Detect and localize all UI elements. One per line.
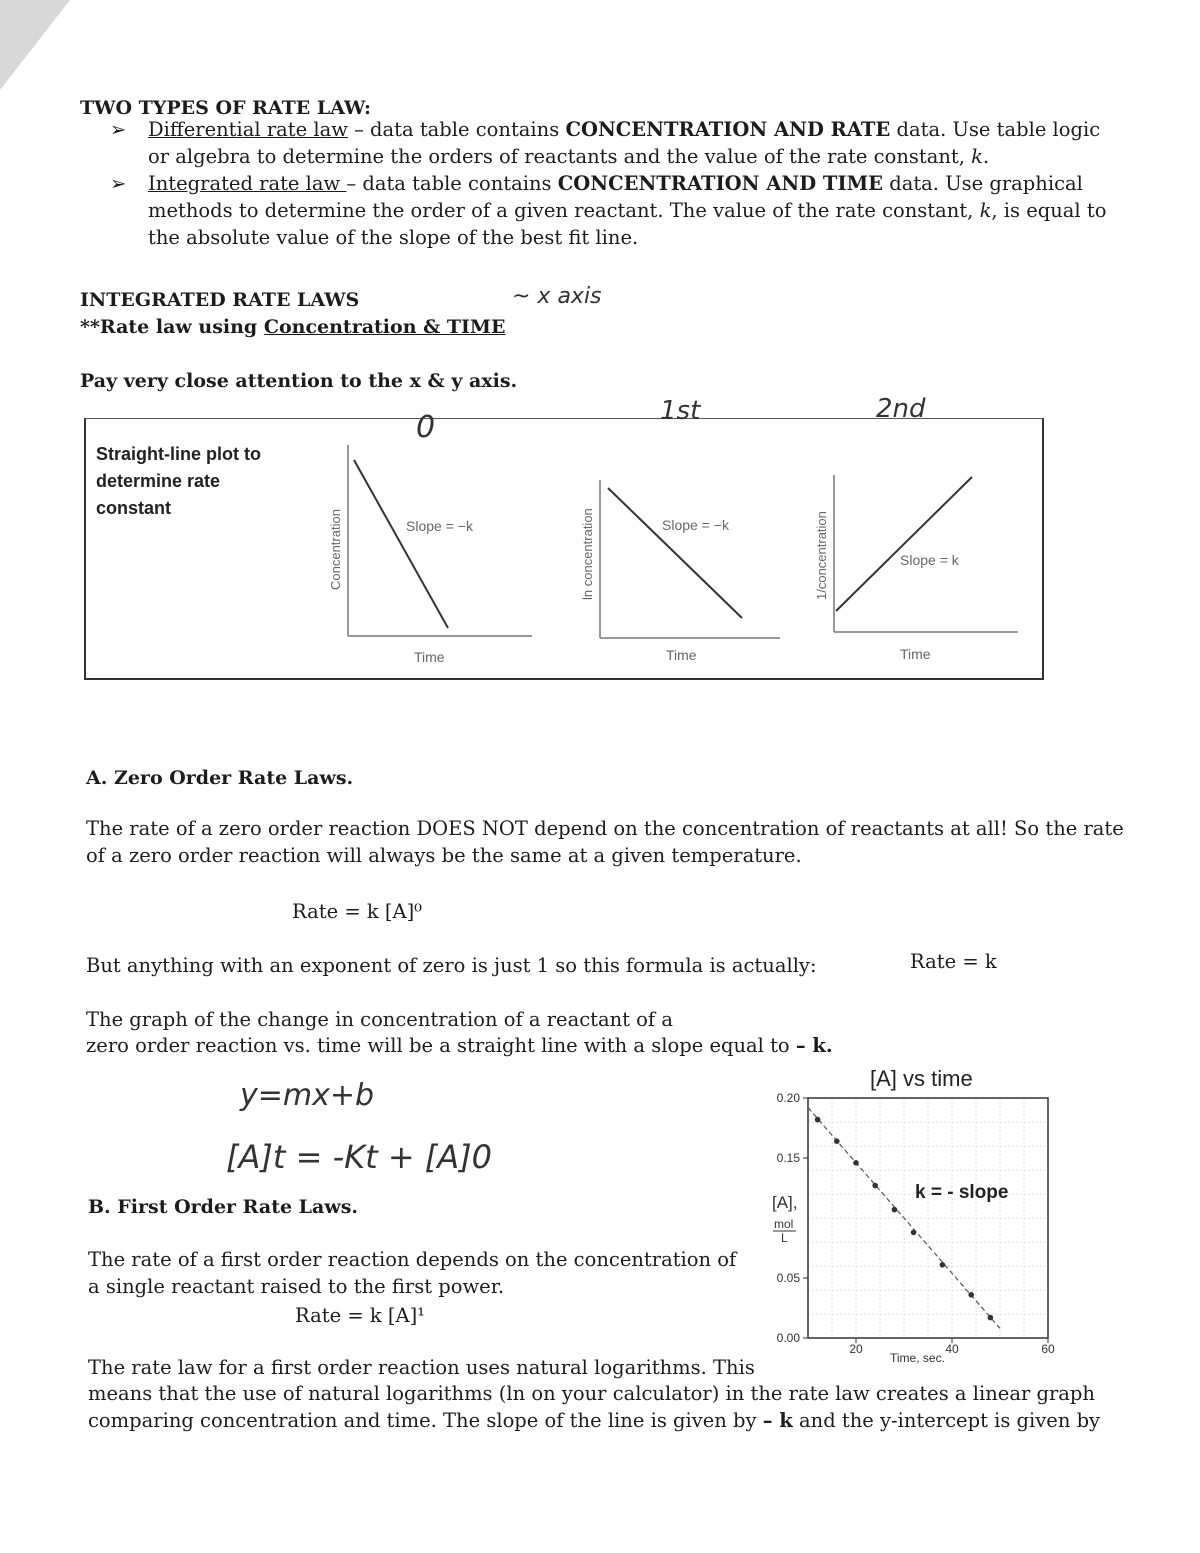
a-vs-time-chart <box>760 1060 1060 1372</box>
plot-zero-order <box>320 440 540 670</box>
data-point <box>872 1183 878 1189</box>
section-b-para2-rest <box>88 1380 1108 1434</box>
k-symbol: k <box>979 199 992 222</box>
data-point <box>968 1292 974 1298</box>
section-a-para2: But anything with an exponent of zero is just 1 so this formula is actually: <box>86 954 817 977</box>
slope-neg-k: – k. <box>795 1034 833 1057</box>
y-tick-label: 0.20 <box>776 1091 800 1105</box>
data-point <box>940 1262 946 1268</box>
y-tick-label: 0.15 <box>776 1151 800 1165</box>
section-a-para3-line2 <box>86 1032 833 1059</box>
section-a-para1: The rate of a zero order reaction DOES NOT depend on the concentration of reactants at all! So the rate of a zero order reaction will always be the same at a given temperature. <box>86 817 1124 867</box>
data-point <box>988 1315 994 1321</box>
y-tick-label: 0.00 <box>776 1331 800 1345</box>
x-tick-label: 60 <box>1041 1342 1055 1356</box>
first-order-rate-equation: Rate = k [A]¹ <box>295 1304 425 1327</box>
slope-label: Slope = −k <box>662 517 729 533</box>
term-integrated: Integrated rate law <box>148 172 347 195</box>
section-b-title: B. First Order Rate Laws. <box>88 1196 359 1218</box>
data-point <box>892 1207 898 1213</box>
x-axis-label: Time <box>666 647 697 663</box>
plot-second-order <box>806 440 1026 670</box>
bullet-arrow-icon: ➢ <box>110 118 127 141</box>
y-axis-label: Concentration <box>328 509 343 590</box>
x-tick-label: 40 <box>945 1342 959 1356</box>
bullet-text: data. Use graphical methods to determine the order of a given reactant. The value of the rate constant, <box>148 172 1083 222</box>
y-axis-label: ln concentration <box>580 508 595 600</box>
bullet-text: , is equal to the absolute value of the slope of the best fit line. <box>148 199 1107 249</box>
handwritten-order-1: 1st <box>660 396 701 426</box>
slope-label: Slope = −k <box>406 518 473 534</box>
trend-line <box>608 488 742 618</box>
plot-first-order <box>570 440 790 670</box>
subtitle-underlined: Concentration & TIME <box>263 316 506 338</box>
x-tick-label: 20 <box>849 1342 863 1356</box>
section-title-integrated: INTEGRATED RATE LAWS <box>80 289 360 311</box>
handwritten-order-2: 2nd <box>876 394 926 424</box>
para-text: zero order reaction vs. time will be a straight line with a slope equal to <box>86 1034 796 1057</box>
section-title-rate-law-types: TWO TYPES OF RATE LAW: <box>80 97 372 119</box>
handwritten-x-axis-note: ~ x axis <box>512 284 602 309</box>
y-tick-label: 0.05 <box>776 1271 800 1285</box>
bullet-differential <box>110 116 1110 170</box>
chart-grid <box>808 1098 1048 1338</box>
section-a-para3-line1: The graph of the change in concentration of a reactant of a <box>86 1008 673 1031</box>
handwritten-order-0: 0 <box>416 410 436 445</box>
trend-line <box>836 477 972 611</box>
bullet-text: – data table contains <box>346 172 558 195</box>
chart-annotation-k: k = - slope <box>915 1182 1009 1203</box>
bullet-text: data. Use table logic or algebra to determine the orders of reactants and the value of the rate constant, <box>148 118 1101 168</box>
x-axis-label: Time <box>414 649 445 665</box>
section-b-para2-line1: The rate law for a first order reaction uses natural logarithms. This <box>88 1356 755 1379</box>
integrated-subtitle <box>80 316 505 338</box>
y-axis-label: 1/concentration <box>814 511 829 600</box>
chart-title: [A] vs time <box>870 1066 973 1091</box>
bullet-text: . <box>982 145 990 168</box>
rate-equals-k: Rate = k <box>910 950 997 973</box>
k-symbol: k <box>971 145 983 168</box>
data-point <box>853 1160 859 1166</box>
bullet-integrated <box>110 170 1110 251</box>
section-b-para1: The rate of a first order reaction depends on the concentration of a single reactant raised to the first power. <box>88 1248 737 1298</box>
chart-ticks <box>777 1091 1055 1356</box>
attention-note: Pay very close attention to the x & y axis. <box>80 370 518 392</box>
slope-neg-k: – k <box>762 1409 793 1432</box>
data-point <box>815 1117 821 1123</box>
slope-label: Slope = k <box>900 552 959 568</box>
bullet-bold: CONCENTRATION AND TIME <box>557 172 884 195</box>
chart-x-label: Time, sec. <box>890 1351 945 1365</box>
zero-order-rate-equation: Rate = k [A]⁰ <box>292 900 422 923</box>
section-a-title: A. Zero Order Rate Laws. <box>86 767 354 789</box>
term-differential: Differential rate law <box>148 118 348 141</box>
bullet-bold: CONCENTRATION AND RATE <box>565 118 891 141</box>
plot-box-label: Straight-line plot to determine rate constant <box>96 444 261 518</box>
data-point <box>834 1138 840 1144</box>
para-text: and the y-intercept is given by <box>792 1409 1101 1432</box>
handwritten-zero-order-eq: [A]t = -Kt + [A]0 <box>226 1138 493 1176</box>
bullet-arrow-icon: ➢ <box>110 172 127 195</box>
para-text: means that the use of natural logarithms (ln on your calculator) in the rate law creates a linear graph comparing concentration and time. The slope of the line is given by <box>88 1382 1095 1432</box>
chart-y-label: [A], <box>772 1193 798 1212</box>
chart-y-unit-den: L <box>781 1231 788 1245</box>
bullet-text: – data table contains <box>347 118 566 141</box>
scan-corner <box>0 0 70 90</box>
trend-line <box>354 460 448 628</box>
chart-y-unit-num: mol <box>774 1217 794 1231</box>
data-point <box>911 1230 917 1236</box>
subtitle-prefix: **Rate law using <box>80 316 264 338</box>
rate-law-bullet-list <box>110 116 1110 251</box>
x-axis-label: Time <box>900 646 931 662</box>
handwritten-linear-eq: y=mx+b <box>240 1078 375 1113</box>
